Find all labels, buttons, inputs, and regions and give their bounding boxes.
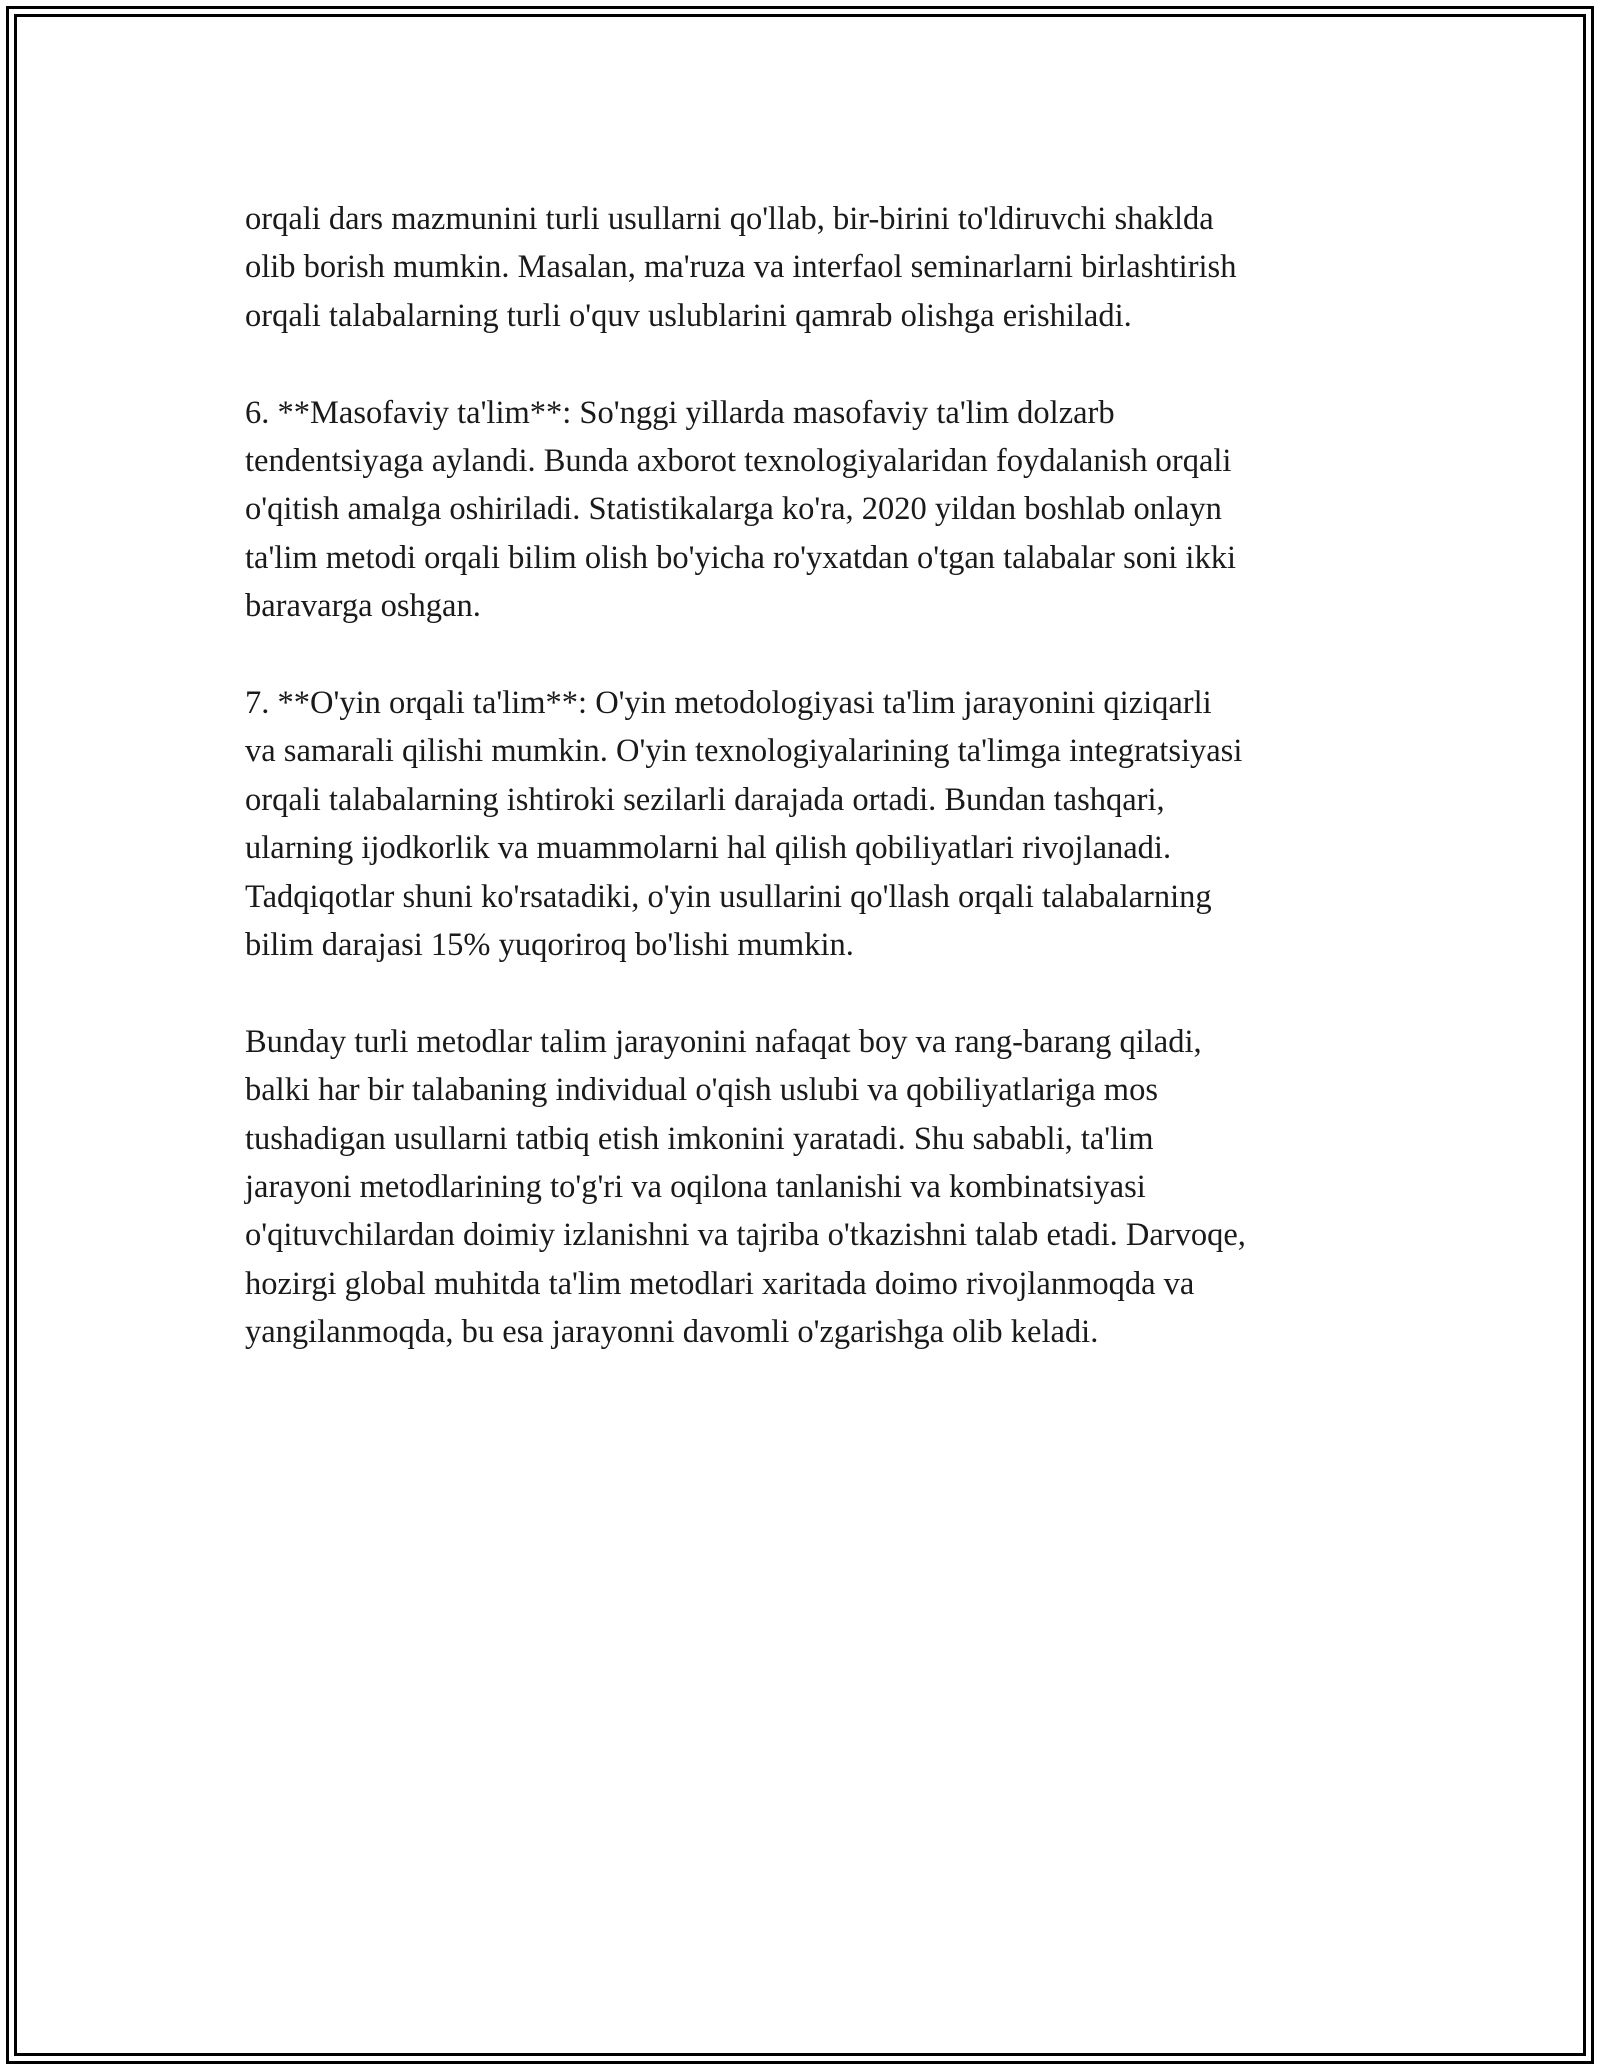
paragraph-oyin-orqali-talim: 7. **O'yin orqali ta'lim**: O'yin metodologiyasi ta'lim jarayonini qiziqarli va samarali qilishi mumkin. O'yin texnologiyalarining ta'limga integratsiyasi orqali talabalarning ishtiroki sezilarli darajada ortadi. Bundan tashqari, ularning ijodkorlik va muammolarni hal qilish qobiliyatlari rivojlanadi. Tadqiqotlar shuni ko'rsatadiki, o'yin usullarini qo'llash orqali talabalarning bilim darajasi 15% yuqoriroq bo'lishi mumkin. — [245, 685, 1243, 964]
document-body — [245, 195, 1385, 1405]
paragraph-conclusion: Bunday turli metodlar talim jarayonini nafaqat boy va rang-barang qiladi, balki har bir talabaning individual o'qish uslubi va qobiliyatlariga mos tushadigan usullarni tatbiq etish imkonini yaratadi. Shu sababli, ta'lim jarayoni metodlarining to'g'ri va oqilona tanlanishi va kombinatsiyasi o'qituvchilardan doimiy izlanishni va tajriba o'tkazishni talab etadi. Darvoqe, hozirgi global muhitda ta'lim metodlari xaritada doimo rivojlanmoqda va yangilanmoqda, bu esa jarayonni davomli o'zgarishga olib keladi. — [245, 1023, 1246, 1351]
page-frame — [6, 6, 1594, 2064]
paragraph-continuation: orqali dars mazmunini turli usullarni qo'llab, bir-birini to'ldiruvchi shaklda olib borish mumkin. Masalan, ma'ruza va interfaol seminarlarni birlashtirish orqali talabalarning turli o'quv uslublarini qamrab olishga erishiladi. — [245, 201, 1237, 334]
paragraph-masofaviy-talim: 6. **Masofaviy ta'lim**: So'nggi yillarda masofaviy ta'lim dolzarb tendentsiyaga aylandi. Bunda axborot texnologiyalaridan foydalanish orqali o'qitish amalga oshiriladi. Statistikalarga ko'ra, 2020 yildan boshlab onlayn ta'lim metodi orqali bilim olish bo'yicha ro'yxatdan o'tgan talabalar soni ikki baravarga oshgan. — [245, 394, 1236, 625]
